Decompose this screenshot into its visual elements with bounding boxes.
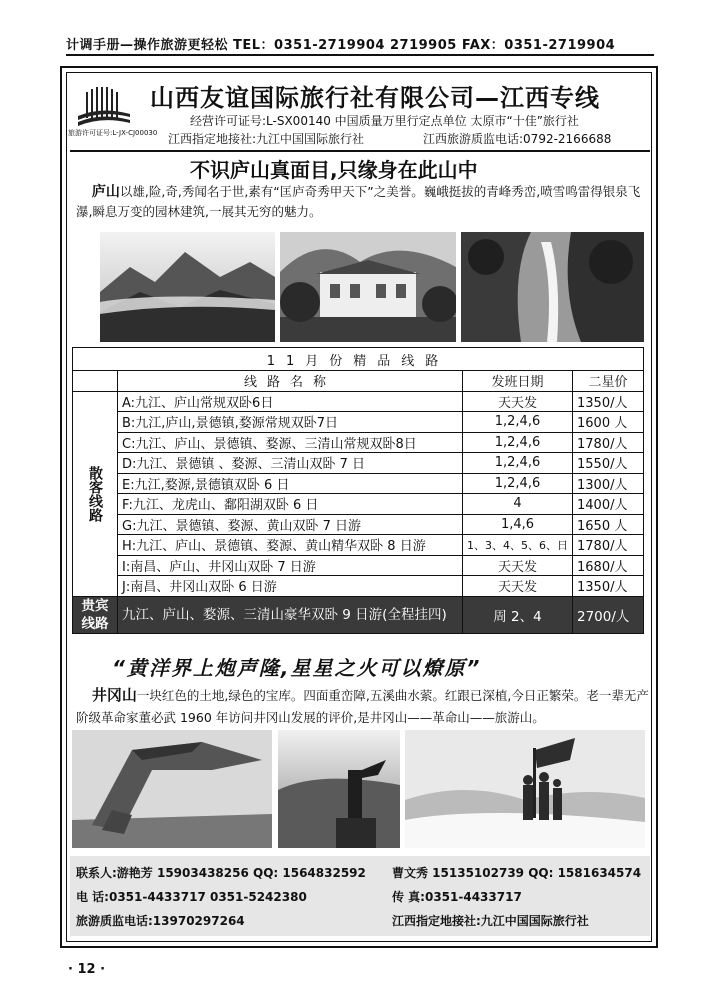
vip-route-name: 九江、庐山、婺源、三清山豪华双卧 9 日游(全程挂四) (118, 596, 463, 633)
lushan-photo-villa (280, 232, 456, 342)
route-price: 1650 人 (573, 514, 644, 535)
vip-route-price: 2700/人 (573, 596, 644, 633)
route-name: H:九江、庐山、景德镇、婺源、黄山精华双卧 8 日游 (118, 535, 463, 556)
route-price: 1350/人 (573, 391, 644, 412)
col-date-header: 发班日期 (463, 371, 573, 392)
contact-panel (70, 856, 650, 936)
vip-label-line2: 线路 (81, 615, 109, 632)
table-title: 11月份精品线路 (73, 348, 644, 371)
group-label: 散客线路 (73, 391, 118, 596)
table-row (73, 473, 644, 494)
jinggangshan-name: 井冈山 (91, 686, 137, 704)
contact-fax: 传 真:0351-4433717 (392, 890, 522, 904)
route-price: 1600 人 (573, 412, 644, 433)
route-date: 1,2,4,6 (463, 432, 573, 453)
route-price: 1780/人 (573, 432, 644, 453)
route-name: A:九江、庐山常规双卧6日 (118, 391, 463, 412)
route-price: 1780/人 (573, 535, 644, 556)
contact-person-2: 曹文秀 15135102739 QQ: 1581634574 (392, 866, 642, 880)
lushan-photo-mountains (100, 232, 275, 342)
lushan-intro-text: 以雄,险,奇,秀闻名于世,素有“匡庐奇秀甲天下”之美誉。巍峨挺拔的青峰秀峦,喷雪鸣雷得银泉飞瀑,瞬息万变的园林建筑,一展其无穷的魅力。 (76, 184, 641, 219)
agent-text: 江西指定地接社:九江中国国际旅行社 (168, 132, 365, 146)
route-price: 1300/人 (573, 473, 644, 494)
contact-phone: 电 话:0351-4433717 0351-5242380 (76, 890, 307, 904)
contact-quality-phone: 旅游质监电话:13970297264 (76, 914, 245, 928)
route-name: C:九江、庐山、景德镇、婺源、三清山常规双卧8日 (118, 432, 463, 453)
route-date: 1,2,4,6 (463, 412, 573, 433)
logo-caption: 旅游许可证号:L-JX-CJ00030 (68, 129, 158, 137)
route-date: 1,4,6 (463, 514, 573, 535)
quality-phone: 江西旅游质监电话:0792-2166688 (423, 132, 612, 146)
jinggangshan-photo-monument (72, 730, 272, 848)
table-row (73, 412, 644, 433)
lushan-photo-waterfall (461, 232, 644, 342)
route-date: 天天发 (463, 391, 573, 412)
agent-line (168, 130, 612, 147)
route-price: 1350/人 (573, 576, 644, 597)
route-date: 1,2,4,6 (463, 473, 573, 494)
route-name: B:九江,庐山,景德镇,婺源常规双卧7日 (118, 412, 463, 433)
contact-agent: 江西指定地接社:九江中国国际旅行社 (392, 914, 589, 928)
license-line: 经营许可证号:L-SX00140 中国质量万里行定点单位 太原市“十佳”旅行社 (190, 114, 579, 128)
table-row (73, 535, 644, 556)
header-rule (66, 54, 654, 56)
lushan-headline: 不识庐山真面目,只缘身在此山中 (190, 158, 478, 182)
route-price: 1680/人 (573, 555, 644, 576)
route-name: F:九江、龙虎山、鄱阳湖双卧 6 日 (118, 494, 463, 515)
table-row (73, 514, 644, 535)
company-name: 山西友谊国际旅行社有限公司—江西专线 (150, 84, 600, 112)
table-row (73, 494, 644, 515)
table-row (73, 432, 644, 453)
route-date: 天天发 (463, 555, 573, 576)
vip-route-date: 周 2、4 (463, 596, 573, 633)
route-price: 1550/人 (573, 453, 644, 474)
vip-label-line1: 贵宾 (81, 597, 109, 614)
vip-row (73, 596, 644, 633)
route-date: 天天发 (463, 576, 573, 597)
routes-table (72, 347, 644, 634)
col-route-header: 线路名称 (118, 371, 463, 392)
lushan-name: 庐山 (91, 184, 120, 200)
table-row (73, 576, 644, 597)
jinggangshan-intro-text: 一块红色的土地,绿色的宝库。四面重峦障,五溪曲水萦。红跟已深植,今日正繁荣。老一辈无产阶级革命家董必武 1960 年访问井冈山发展的评价,是井冈山——革命山——旅游山。 (76, 688, 649, 725)
route-name: E:九江,婺源,景德镇双卧 6 日 (118, 473, 463, 494)
table-row (73, 391, 644, 412)
page-header: 计调手册—操作旅游更轻松 TEL：0351-2719904 2719905 FAX：0351-2719904 (66, 38, 616, 53)
route-name: J:南昌、井冈山双卧 6 日游 (118, 576, 463, 597)
table-row (73, 555, 644, 576)
jinggangshan-photo-clouds (405, 730, 645, 848)
page-number: · 12 · (68, 962, 106, 977)
route-name: I:南昌、庐山、井冈山双卧 7 日游 (118, 555, 463, 576)
section-rule (70, 150, 650, 152)
contact-person-1: 联系人:游艳芳 15903438256 QQ: 1564832592 (76, 866, 366, 880)
col-price-header: 二星价 (573, 371, 644, 392)
route-date: 4 (463, 494, 573, 515)
jinggangshan-slogan: “黄洋界上炮声隆,星星之火可以燎原” (112, 656, 482, 680)
lushan-intro (76, 182, 646, 222)
route-price: 1400/人 (573, 494, 644, 515)
jinggangshan-photo-statue (278, 730, 400, 848)
jinggangshan-intro (76, 684, 656, 729)
route-date: 1、3、4、5、6、日 (463, 535, 573, 556)
route-name: D:九江、景德镇 、婺源、三清山双卧 7 日 (118, 453, 463, 474)
table-row (73, 453, 644, 474)
route-name: G:九江、景德镇、婺源、黄山双卧 7 日游 (118, 514, 463, 535)
route-date: 1,2,4,6 (463, 453, 573, 474)
vip-label (73, 596, 118, 633)
